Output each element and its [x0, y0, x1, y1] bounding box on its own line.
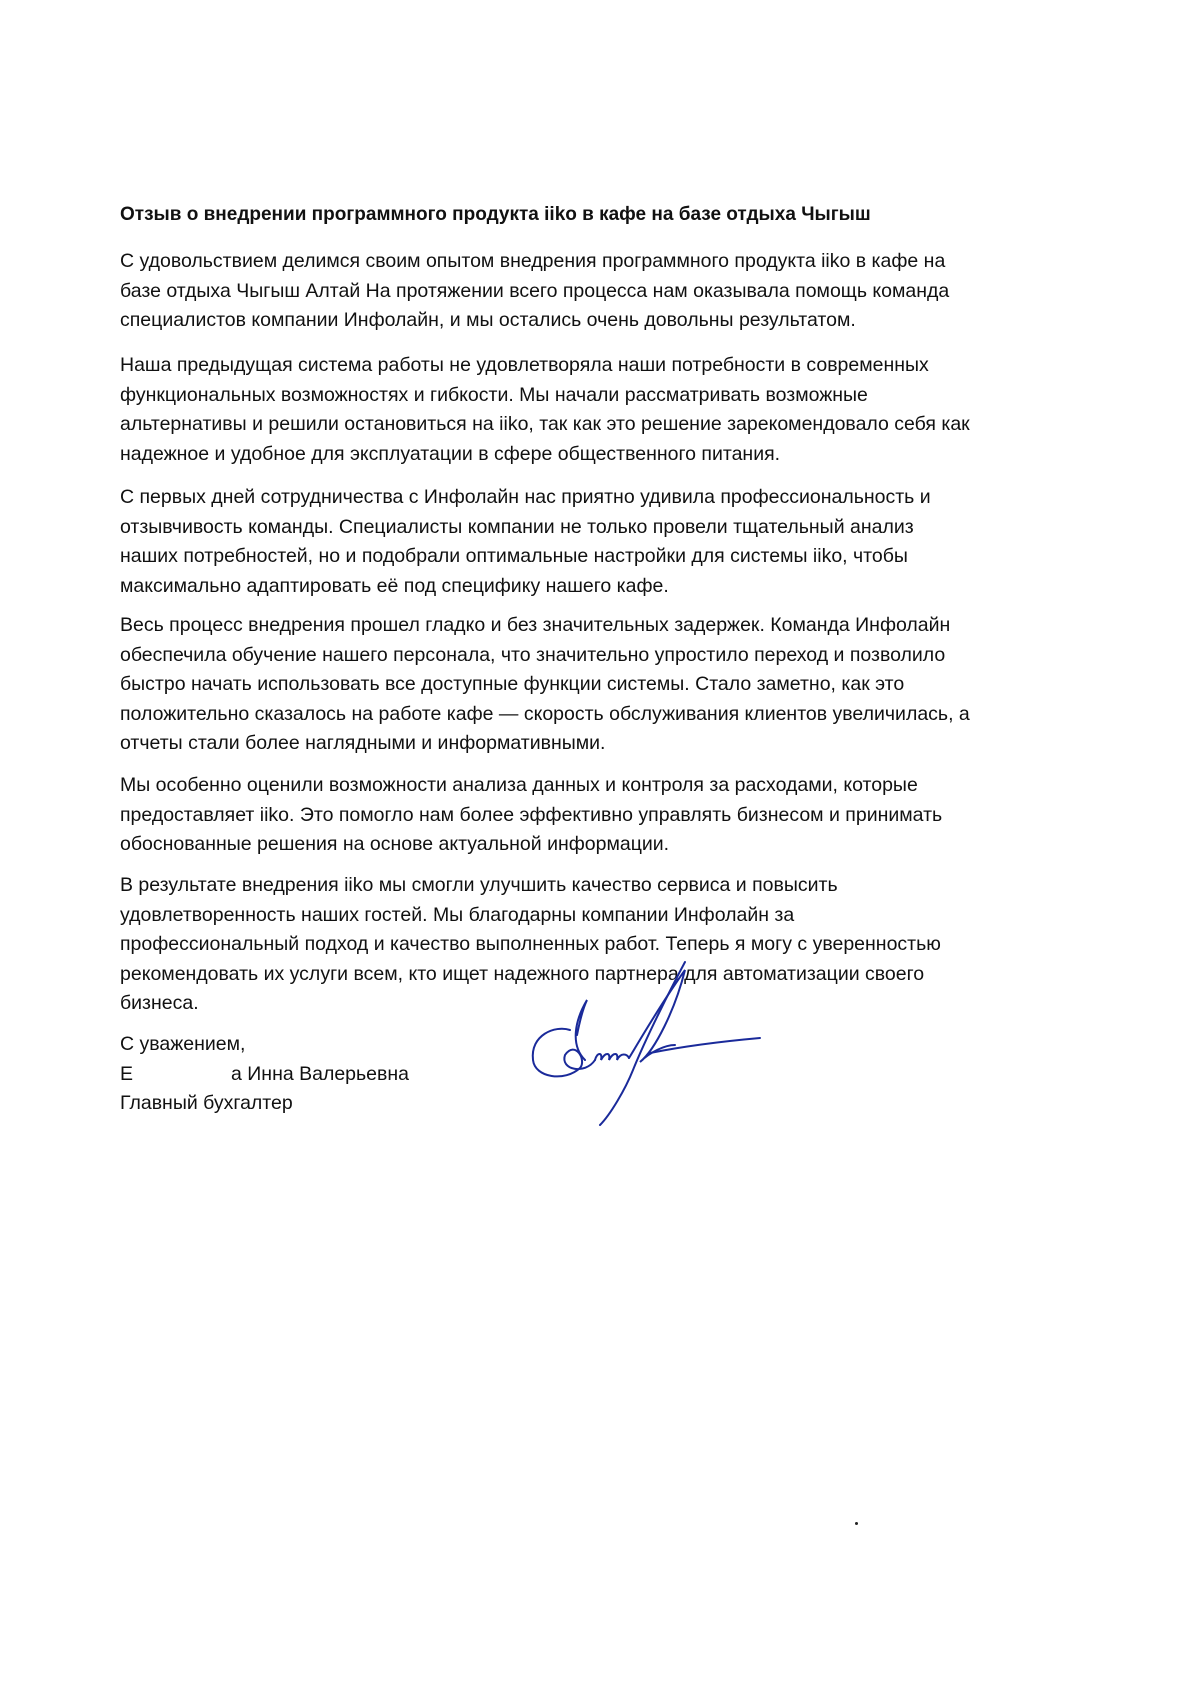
text-line: обоснованные решения на основе актуальной информации. — [120, 833, 670, 855]
text-line: надежное и удобное для эксплуатации в сфере общественного питания. — [120, 442, 781, 465]
text-line: предоставляет iiko. Это помогло нам более эффективно управлять бизнесом и принимать — [120, 803, 943, 826]
text-line: обеспечила обучение нашего персонала, что значительно упростило переход и позволило — [120, 643, 946, 666]
paragraph — [120, 483, 931, 601]
paragraph — [120, 247, 949, 336]
text-line: положительно сказалось на работе кафе — скорость обслуживания клиентов увеличилась, а — [120, 702, 970, 725]
text-line: С первых дней сотрудничества с Инфолайн нас приятно удивила профессиональность и — [120, 486, 931, 508]
text-line: удовлетворенность наших гостей. Мы благодарны компании Инфолайн за — [120, 903, 795, 926]
scan-speck — [855, 1522, 858, 1525]
paragraph — [120, 771, 942, 860]
text-line: профессиональный подход и качество выполненных работ. Теперь я могу с уверенностью — [120, 933, 941, 955]
text-line: наших потребностей, но и подобрали оптимальные настройки для системы iiko, чтобы — [120, 545, 908, 567]
text-line: быстро начать использовать все доступные функции системы. Стало заметно, как это — [120, 673, 905, 695]
text-line: максимально адаптировать её под специфику нашего кафе. — [120, 574, 669, 597]
text-line: специалистов компании Инфолайн, и мы остались очень довольны результатом. — [120, 309, 856, 331]
text-line: бизнеса. — [120, 992, 199, 1014]
paragraph — [120, 611, 970, 759]
text-line: альтернативы и решили остановиться на iiko, так как это решение зарекомендовало себя как — [120, 413, 970, 435]
text-line: рекомендовать их услуги всем, кто ищет надежного партнера для автоматизации своего — [120, 962, 925, 985]
signatory-name — [120, 1060, 409, 1090]
text-line: функциональных возможностях и гибкости. Мы начали рассматривать возможные — [120, 383, 868, 406]
text-line: отчеты стали более наглядными и информативными. — [120, 732, 606, 754]
text-line: Мы особенно оценили возможности анализа данных и контроля за расходами, которые — [120, 774, 918, 796]
closing-greeting: С уважением, — [120, 1033, 246, 1055]
name-rest: а Инна Валерьевна — [231, 1062, 409, 1085]
text-line: отзывчивость команды. Специалисты компании не только провели тщательный анализ — [120, 515, 914, 538]
text-line: Наша предыдущая система работы не удовлетворяла наши потребности в современных — [120, 354, 929, 376]
closing — [120, 1030, 409, 1119]
name-start: Е — [120, 1062, 134, 1085]
text-line: В результате внедрения iiko мы смогли улучшить качество сервиса и повысить — [120, 874, 838, 896]
signatory-position: Главный бухгалтер — [120, 1092, 293, 1114]
paragraph — [120, 351, 970, 469]
handwritten-signature — [525, 960, 765, 1130]
text-line: базе отдыха Чыгыш Алтай На протяжении всего процесса нам оказывала помощь команда — [120, 279, 950, 302]
document-title: Отзыв о внедрении программного продукта iiko в кафе на базе отдыха Чыгыш — [120, 204, 871, 225]
text-line: Весь процесс внедрения прошел гладко и без значительных задержек. Команда Инфолайн — [120, 614, 951, 636]
text-line: С удовольствием делимся своим опытом внедрения программного продукта iiko в кафе на — [120, 250, 946, 272]
